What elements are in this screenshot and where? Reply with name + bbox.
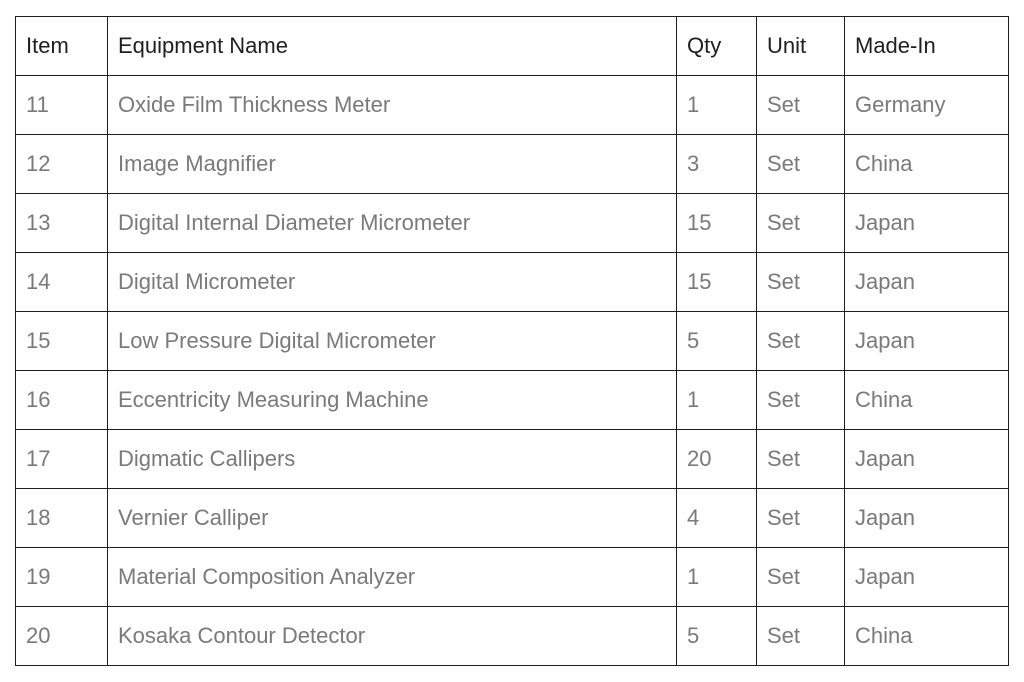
table-row (16, 76, 1009, 135)
cell-qty: 4 (677, 489, 757, 548)
cell-equipment-name: Digital Internal Diameter Micrometer (108, 194, 677, 253)
cell-equipment-name: Digital Micrometer (108, 253, 677, 312)
cell-equipment-name: Low Pressure Digital Micrometer (108, 312, 677, 371)
cell-qty: 5 (677, 607, 757, 666)
cell-item: 15 (16, 312, 108, 371)
cell-qty: 5 (677, 312, 757, 371)
cell-unit: Set (757, 430, 845, 489)
table-row (16, 548, 1009, 607)
cell-made-in: China (845, 135, 1009, 194)
cell-item: 12 (16, 135, 108, 194)
cell-made-in: Japan (845, 489, 1009, 548)
cell-item: 14 (16, 253, 108, 312)
header-equipment-name: Equipment Name (108, 17, 677, 76)
table-row (16, 430, 1009, 489)
cell-item: 17 (16, 430, 108, 489)
table-header (16, 17, 1009, 76)
cell-unit: Set (757, 607, 845, 666)
cell-item: 16 (16, 371, 108, 430)
cell-made-in: Japan (845, 253, 1009, 312)
table-row (16, 607, 1009, 666)
table-row (16, 135, 1009, 194)
cell-unit: Set (757, 253, 845, 312)
cell-unit: Set (757, 489, 845, 548)
cell-made-in: Japan (845, 312, 1009, 371)
header-row (16, 17, 1009, 76)
cell-made-in: China (845, 371, 1009, 430)
cell-made-in: Japan (845, 194, 1009, 253)
cell-qty: 15 (677, 194, 757, 253)
cell-unit: Set (757, 76, 845, 135)
header-made-in: Made-In (845, 17, 1009, 76)
table-row (16, 194, 1009, 253)
cell-unit: Set (757, 194, 845, 253)
cell-equipment-name: Digmatic Callipers (108, 430, 677, 489)
header-unit: Unit (757, 17, 845, 76)
cell-qty: 15 (677, 253, 757, 312)
cell-unit: Set (757, 312, 845, 371)
cell-item: 18 (16, 489, 108, 548)
table-row (16, 312, 1009, 371)
cell-qty: 20 (677, 430, 757, 489)
cell-item: 13 (16, 194, 108, 253)
cell-made-in: China (845, 607, 1009, 666)
cell-made-in: Japan (845, 430, 1009, 489)
table-body (16, 76, 1009, 666)
equipment-table (15, 16, 1009, 666)
cell-equipment-name: Eccentricity Measuring Machine (108, 371, 677, 430)
table-row (16, 371, 1009, 430)
cell-equipment-name: Image Magnifier (108, 135, 677, 194)
cell-equipment-name: Vernier Calliper (108, 489, 677, 548)
cell-item: 11 (16, 76, 108, 135)
table-row (16, 253, 1009, 312)
cell-equipment-name: Oxide Film Thickness Meter (108, 76, 677, 135)
cell-qty: 3 (677, 135, 757, 194)
cell-unit: Set (757, 135, 845, 194)
cell-item: 19 (16, 548, 108, 607)
header-item: Item (16, 17, 108, 76)
cell-equipment-name: Kosaka Contour Detector (108, 607, 677, 666)
cell-unit: Set (757, 548, 845, 607)
cell-qty: 1 (677, 76, 757, 135)
cell-unit: Set (757, 371, 845, 430)
cell-item: 20 (16, 607, 108, 666)
header-qty: Qty (677, 17, 757, 76)
cell-equipment-name: Material Composition Analyzer (108, 548, 677, 607)
table-row (16, 489, 1009, 548)
cell-made-in: Japan (845, 548, 1009, 607)
cell-qty: 1 (677, 548, 757, 607)
cell-made-in: Germany (845, 76, 1009, 135)
cell-qty: 1 (677, 371, 757, 430)
